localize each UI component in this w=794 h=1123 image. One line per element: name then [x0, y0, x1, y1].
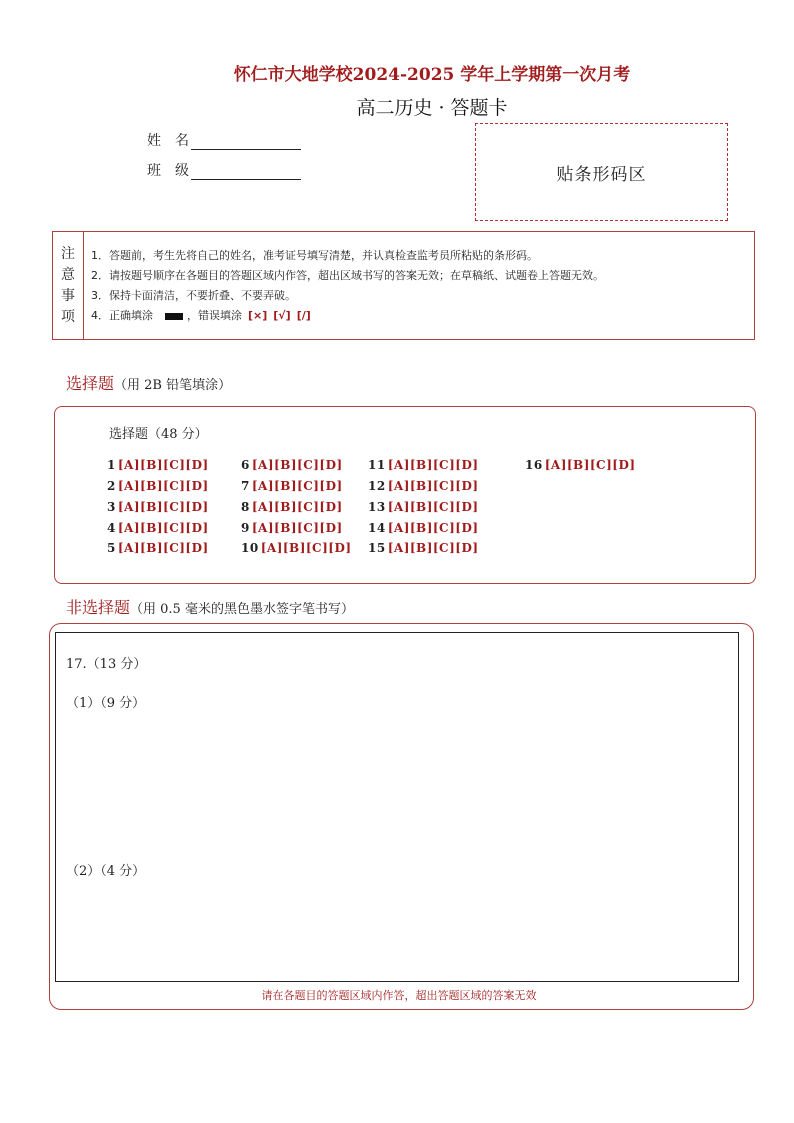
notes-box — [52, 231, 755, 340]
notes-label — [53, 232, 84, 339]
mc-question-number: 16 — [525, 458, 543, 472]
mc-hint: （用 2B 铅笔填涂） — [114, 378, 232, 393]
mc-question-number: 10 — [241, 541, 259, 555]
mc-question-number: 6 — [241, 458, 250, 472]
notes-label-char: 意 — [61, 266, 75, 283]
multiple-choice-box — [54, 406, 756, 584]
mc-question-11[interactable] — [368, 458, 479, 472]
mc-answer-options[interactable]: [A][B][C][D] — [544, 458, 636, 472]
q17-2-label: （2）（4 分） — [66, 864, 146, 879]
mc-question-5[interactable] — [107, 541, 209, 555]
mc-answer-options[interactable]: [A][B][C][D] — [251, 500, 343, 514]
mc-question-1[interactable] — [107, 458, 209, 472]
note-item-4 — [91, 306, 604, 326]
mc-question-15[interactable] — [368, 541, 479, 555]
mc-answer-options[interactable]: [A][B][C][D] — [117, 479, 209, 493]
mc-question-number: 8 — [241, 500, 250, 514]
mc-question-number: 4 — [107, 521, 116, 535]
correct-fill-swatch — [165, 313, 183, 320]
mc-question-14[interactable] — [368, 521, 479, 535]
mc-question-number: 3 — [107, 500, 116, 514]
notes-label-char: 事 — [61, 287, 75, 304]
mc-question-number: 12 — [368, 479, 386, 493]
footer-note: 请在各题目的答题区域内作答，超出答题区域的答案无效 — [261, 989, 537, 1002]
mc-question-number: 7 — [241, 479, 250, 493]
notes-label-char: 注 — [61, 245, 75, 262]
q17-1-label: （1）（9 分） — [66, 696, 146, 711]
name-field[interactable] — [147, 130, 301, 150]
mc-answer-options[interactable]: [A][B][C][D] — [117, 500, 209, 514]
open-section-title — [66, 595, 354, 618]
card-subtitle: 高二历史 · 答题卡 — [356, 97, 508, 119]
mc-question-number: 2 — [107, 479, 116, 493]
note-item: 3．保持卡面清洁，不要折叠、不要弄破。 — [91, 289, 296, 302]
notes-label-char: 项 — [61, 308, 75, 325]
barcode-label: 贴条形码区 — [556, 164, 647, 185]
mc-answer-options[interactable]: [A][B][C][D] — [387, 458, 479, 472]
mc-answer-options[interactable]: [A][B][C][D] — [387, 500, 479, 514]
name-label: 姓 名 — [147, 133, 189, 149]
note-item: 1．答题前，考生先将自己的姓名，准考证号填写清楚，并认真检查监考员所粘贴的条形码。 — [91, 249, 538, 262]
mc-question-6[interactable] — [241, 458, 343, 472]
mc-question-number: 5 — [107, 541, 116, 555]
note-item-4-prefix: 4．正确填涂 — [91, 309, 153, 322]
mc-question-number: 1 — [107, 458, 116, 472]
class-line — [191, 165, 301, 180]
mc-question-number: 11 — [368, 458, 386, 472]
mc-title: 选择题 — [66, 374, 115, 393]
barcode-area — [475, 123, 728, 221]
mc-question-number: 15 — [368, 541, 386, 555]
mc-answer-options[interactable]: [A][B][C][D] — [251, 521, 343, 535]
notes-list — [91, 246, 604, 326]
mc-answer-options[interactable]: [A][B][C][D] — [117, 521, 209, 535]
q17-label: 17.（13 分） — [66, 657, 147, 672]
wrong-mark: [×] — [248, 309, 268, 322]
mc-question-8[interactable] — [241, 500, 343, 514]
mc-question-12[interactable] — [368, 479, 479, 493]
open-title: 非选择题 — [66, 598, 131, 617]
mc-answer-options[interactable]: [A][B][C][D] — [387, 541, 479, 555]
mc-answer-options[interactable]: [A][B][C][D] — [260, 541, 352, 555]
mc-question-13[interactable] — [368, 500, 479, 514]
mc-answer-options[interactable]: [A][B][C][D] — [387, 479, 479, 493]
mc-question-3[interactable] — [107, 500, 209, 514]
mc-answer-options[interactable]: [A][B][C][D] — [117, 458, 209, 472]
mc-box-title: 选择题（48 分） — [109, 427, 208, 442]
mc-question-2[interactable] — [107, 479, 209, 493]
mc-question-7[interactable] — [241, 479, 343, 493]
mc-question-number: 13 — [368, 500, 386, 514]
mc-answer-options[interactable]: [A][B][C][D] — [387, 521, 479, 535]
mc-section-title — [66, 371, 231, 394]
mc-answer-options[interactable]: [A][B][C][D] — [117, 541, 209, 555]
mc-question-10[interactable] — [241, 541, 352, 555]
mc-question-number: 9 — [241, 521, 250, 535]
open-hint: （用 0.5 毫米的黑色墨水签字笔书写） — [130, 602, 354, 617]
mc-answer-options[interactable]: [A][B][C][D] — [251, 458, 343, 472]
class-label: 班 级 — [147, 163, 189, 179]
exam-title: 怀仁市大地学校2024-2025 学年上学期第一次月考 — [233, 65, 631, 85]
mc-question-number: 14 — [368, 521, 386, 535]
mc-question-4[interactable] — [107, 521, 209, 535]
mc-question-16[interactable] — [525, 458, 636, 472]
wrong-mark: [/] — [296, 309, 311, 322]
mc-question-9[interactable] — [241, 521, 343, 535]
note-item-4-middle: ，错误填涂 — [187, 309, 242, 322]
mc-answer-options[interactable]: [A][B][C][D] — [251, 479, 343, 493]
name-line — [191, 135, 301, 150]
wrong-mark: [√] — [273, 309, 291, 322]
class-field[interactable] — [147, 160, 301, 180]
note-item: 2．请按题号顺序在各题目的答题区域内作答，超出区域书写的答案无效；在草稿纸、试题卷上答题无效。 — [91, 269, 604, 282]
open-answer-area[interactable] — [55, 632, 739, 982]
